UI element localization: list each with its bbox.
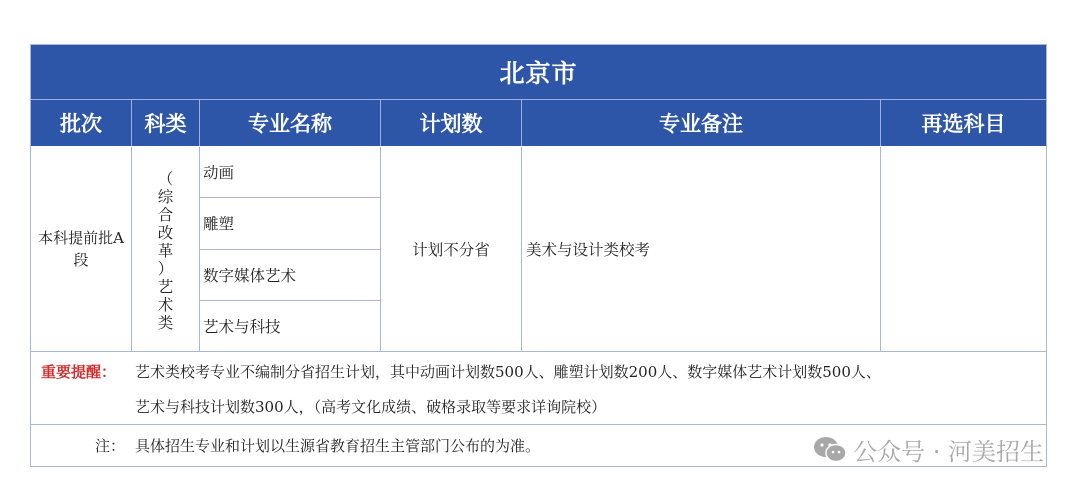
category-cell <box>132 147 200 351</box>
header-reselect-subjects: 再选科目 <box>881 100 1046 146</box>
majors-cell <box>200 147 381 351</box>
category-char: （ <box>157 170 174 188</box>
footnote-text: 具体招生专业和计划以生源省教育招生主管部门公布的为准。 <box>135 437 541 455</box>
reminder-text-line1: 艺术类校考专业不编制分省招生计划，其中动画计划数500人、雕塑计划数200人、数字媒体艺术计划数500人、 <box>135 363 881 381</box>
header-plan-count: 计划数 <box>381 100 522 146</box>
category-char: 艺 <box>157 278 174 296</box>
note-cell: 美术与设计类校考 <box>522 147 881 351</box>
watermark <box>813 432 1044 467</box>
category-char: 革 <box>157 242 174 260</box>
category-char: 类 <box>157 314 174 332</box>
header-major-note: 专业备注 <box>522 100 881 146</box>
reminder-text-line2: 艺术与科技计划数300人，（高考文化成绩、破格录取等要求详询院校） <box>135 398 607 416</box>
major-digital-media-art: 数字媒体艺术 <box>200 250 380 301</box>
header-major-name: 专业名称 <box>200 100 381 146</box>
header-row <box>31 100 1046 146</box>
header-batch: 批次 <box>31 100 132 146</box>
batch-text: 本科提前批A段 <box>38 229 124 269</box>
wechat-icon <box>813 436 847 464</box>
category-char: 合 <box>157 206 174 224</box>
important-reminder <box>31 352 1046 425</box>
admissions-table <box>30 44 1047 467</box>
reminder-label: 重要提醒： <box>41 363 117 381</box>
header-category: 科类 <box>132 100 200 146</box>
plan-cell: 计划不分省 <box>381 147 522 351</box>
major-animation: 动画 <box>200 147 380 198</box>
watermark-text: 公众号 · 河美招生 <box>853 438 1044 466</box>
table-row <box>31 147 1046 352</box>
batch-cell <box>31 147 132 351</box>
category-char: 综 <box>157 188 174 206</box>
major-sculpture: 雕塑 <box>200 198 380 249</box>
category-char: 改 <box>157 224 174 242</box>
reselect-cell <box>881 147 1046 351</box>
category-char: 术 <box>157 296 174 314</box>
category-char: ） <box>157 260 174 278</box>
major-art-and-technology: 艺术与科技 <box>203 317 281 336</box>
table-title: 北京市 <box>31 45 1046 100</box>
footnote-label: 注： <box>95 437 126 455</box>
